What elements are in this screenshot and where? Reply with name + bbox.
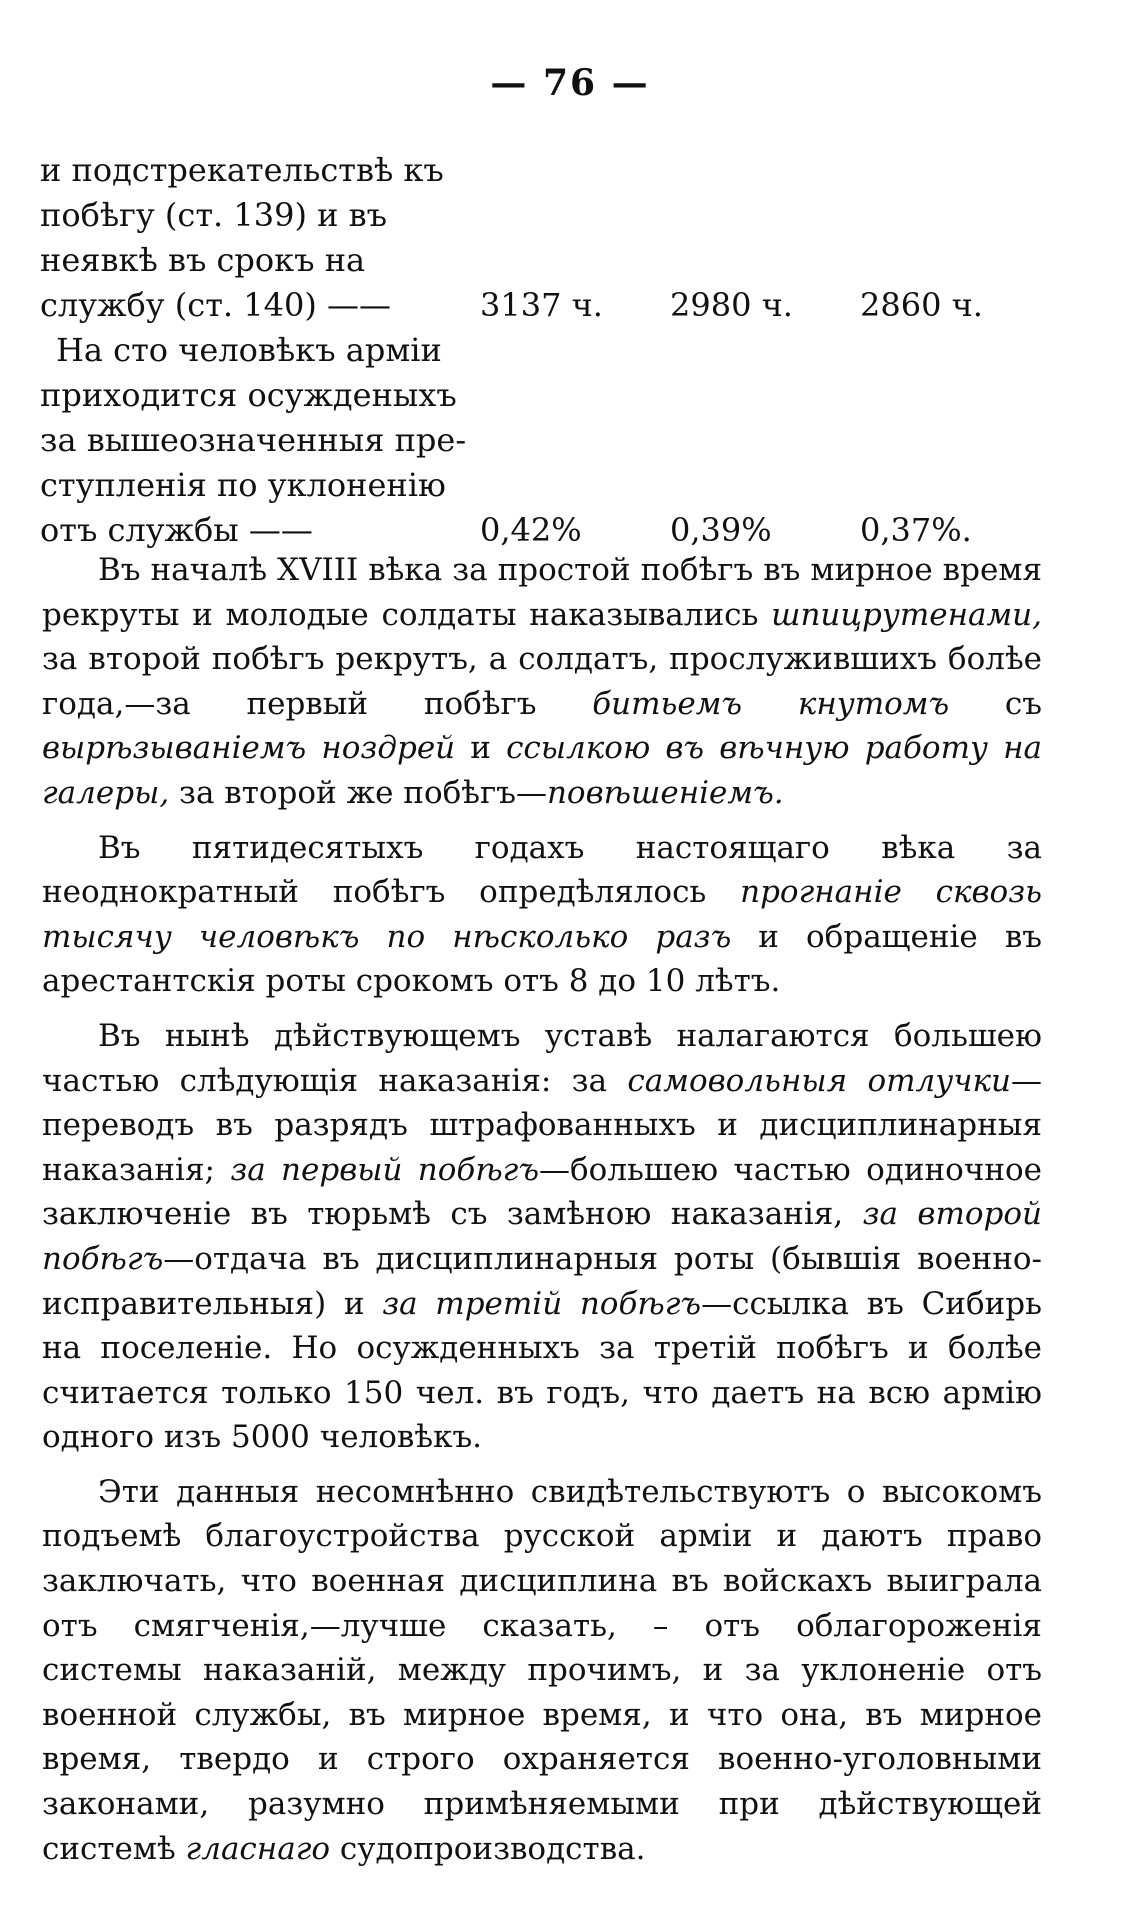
paragraph xyxy=(42,548,1042,816)
text-run: —переводъ въ разрядъ штрафованныхъ и дисциплинарныя наказанія; xyxy=(42,1062,1043,1188)
text-run: —ссылка въ Сибирь на поселеніе. Но осужденныхъ за третій побѣгъ и болѣе считается только 150 чел. въ годъ, что даетъ на всю армію одного изъ 5000 человѣкъ. xyxy=(42,1285,1042,1456)
stat-value: 0,39% xyxy=(670,511,772,549)
stat-label xyxy=(40,148,450,328)
paragraph xyxy=(42,1470,1042,1871)
body-text xyxy=(42,548,1042,1881)
text-run: Въ нынѣ дѣйствующемъ уставѣ налагаются большею частью слѣдующія наказанія: за xyxy=(42,1017,1042,1099)
stat-label-line: приходится осужденыхъ xyxy=(40,376,457,414)
stat-label-line: службу (ст. 140) —— xyxy=(40,286,391,324)
stat-value: 2860 ч. xyxy=(860,286,983,324)
text-run: Въ началѣ XVIII вѣка за простой побѣгъ въ мирное время рекруты и молодые солдаты наказывались xyxy=(42,552,1042,633)
stat-values xyxy=(480,508,1060,553)
italic-run: гласнаго xyxy=(185,1830,331,1867)
stat-label-line: побѣгу (ст. 139) и въ xyxy=(40,196,387,234)
text-run: судопроизводства. xyxy=(330,1830,646,1867)
stat-label xyxy=(40,328,467,553)
italic-run: за третій побѣгъ xyxy=(382,1285,702,1322)
stat-value: 2980 ч. xyxy=(670,286,793,324)
text-run: —большею частью одиночное заключеніе въ тюрьмѣ съ замѣною наказанія, xyxy=(42,1151,1042,1233)
text-run: Въ пятидесятыхъ годахъ настоящаго вѣка за неоднократный побѣгъ опредѣлялось xyxy=(42,829,1042,911)
italic-run: шпицрутенами, xyxy=(771,596,1042,633)
stat-values xyxy=(480,283,1060,328)
italic-run: вырѣзываніемъ ноздрей xyxy=(42,730,456,767)
italic-run: ссылкою въ вѣчную работу на галеры, xyxy=(42,730,1043,811)
stat-value: 0,42% xyxy=(480,511,582,549)
page-number: — 76 — xyxy=(490,62,650,104)
italic-run: за первый побѣгъ xyxy=(230,1151,540,1188)
italic-run: самовольныя отлучки xyxy=(627,1062,1012,1099)
text-run: и обращеніе въ арестантскія роты срокомъ отъ 8 до 10 лѣтъ. xyxy=(42,918,1042,1000)
stat-value: 0,37%. xyxy=(860,511,972,549)
italic-run: за второй побѣгъ xyxy=(42,1196,1042,1277)
stat-value: 3137 ч. xyxy=(480,286,603,324)
stat-label-line: неявкѣ въ срокъ на xyxy=(40,241,366,279)
text-run: Эти данныя несомнѣнно свидѣтельствуютъ о высокомъ подъемѣ благоустройства русской арміи и даютъ право заключать, что военная дисциплина въ войскахъ выиграла отъ смягченія,—лучше сказать, – отъ облагороженія системы наказаній, между прочимъ, и за уклоненіе отъ военной службы, въ мирное время, и что она, въ мирное время, твердо и строго охраняется военно-уголовными законами, разумно примѣняемыми при дѣйствующей системѣ xyxy=(42,1473,1042,1867)
paragraph xyxy=(42,1014,1042,1460)
statistics-table xyxy=(40,148,1080,553)
italic-run: битьемъ кнутомъ xyxy=(592,685,950,722)
stat-label-line: за вышеозначенныя пре- xyxy=(40,421,467,459)
text-run: съ xyxy=(949,685,1042,722)
text-run: —отдача въ дисциплинарныя роты (бывшія военно-исправительныя) и xyxy=(42,1240,1042,1322)
text-run: за второй же побѣгъ— xyxy=(169,774,547,811)
italic-run: повѣшеніемъ. xyxy=(546,774,784,811)
italic-run: прогнаніе сквозь тысячу человѣкъ по нѣсколько разъ xyxy=(42,874,1042,955)
stat-label-line: ступленія по уклоненію xyxy=(40,466,446,504)
text-run: и xyxy=(455,730,507,767)
stat-label-line: На сто человѣкъ арміи xyxy=(56,331,442,369)
stat-label-line: отъ службы —— xyxy=(40,511,313,549)
stat-label-line: и подстрекательствѣ къ xyxy=(40,151,444,189)
text-run: за второй побѣгъ рекрутъ, а солдатъ, прослужившихъ болѣе года,—за первый побѣгъ xyxy=(42,641,1042,722)
stat-row-percentage xyxy=(40,328,1080,553)
paragraph xyxy=(42,826,1042,1004)
stat-row-convictions xyxy=(40,148,1080,328)
